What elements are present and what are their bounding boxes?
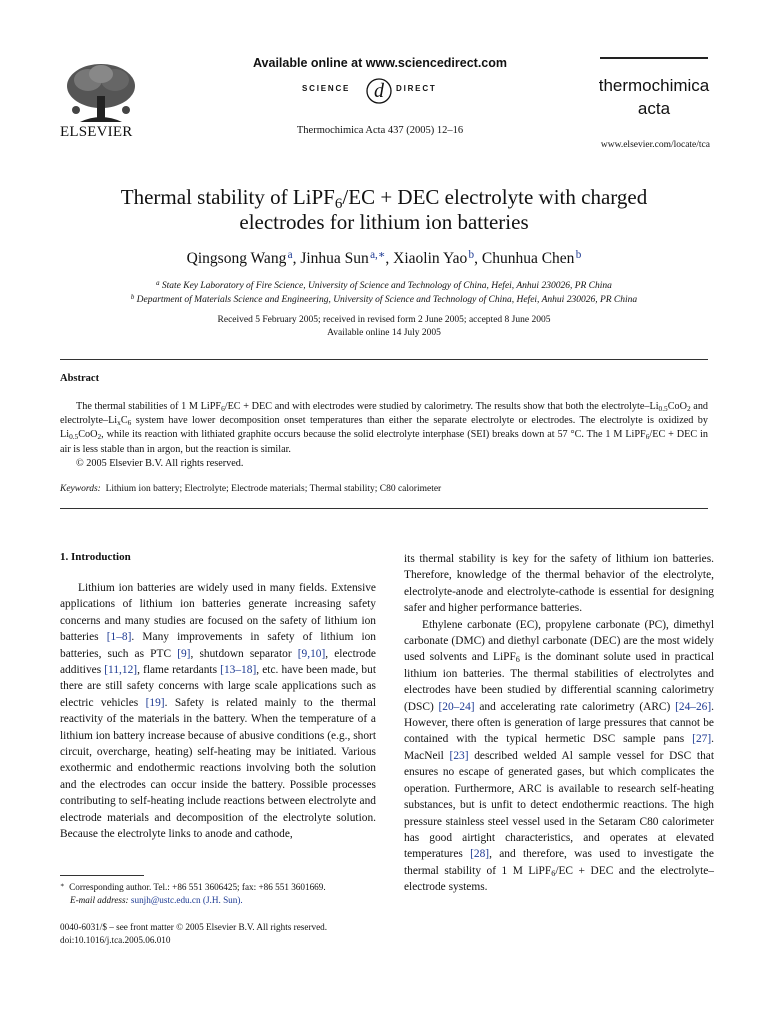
body-column-right — [404, 551, 714, 896]
paragraph: Lithium ion batteries are widely used in many fields. Extensive applications of lithium ion batteries generate increasing safety concerns and many studies are focused on the safety of lithium ion batteries [1–8]. Many improvements in safety of lithium ion batteries, such as PTC [9], shutdown separator [9,10], electrode additives [11,12], flame retardants [13–18], etc. have been made, but there are still safety concerns with large scale applications such as electric vehicles [19]. Safety is related mainly to the thermal reactivity of the materials in the battery. When the temperature of a lithium ion battery increase because of abusive conditions (e.g., short circuit, overcharge, heating) self-heating may be initiated. Various exothermic and endothermic reactions involving both the solution and the electrodes can occur inside the battery. Possible processes contributing to self-heating include reactions between electrolyte and electrode materials and decomposition of the electrolyte solution. Because the electrolyte links to anode and cathode, — [60, 582, 377, 841]
citation-link[interactable]: [13–18] — [220, 664, 257, 677]
author-affiliation-link[interactable]: b — [575, 248, 582, 261]
doi-line[interactable]: doi:10.1016/j.tca.2005.06.010 — [60, 935, 171, 945]
keywords-label: Keywords: — [60, 484, 101, 494]
online-date: Available online 14 July 2005 — [327, 328, 441, 338]
received-dates: Received 5 February 2005; received in revised form 2 June 2005; accepted 8 June 2005 — [217, 315, 551, 325]
keywords-list: Lithium ion battery; Electrolyte; Electrode materials; Thermal stability; C80 calorimeter — [105, 484, 442, 494]
sd-science-word: SCIENCE — [302, 84, 351, 93]
author-affiliation-link[interactable]: a — [287, 248, 293, 261]
journal-name — [596, 74, 712, 120]
issn-line: 0040-6031/$ – see front matter © 2005 Elsevier B.V. All rights reserved. — [60, 922, 328, 932]
paragraph: its thermal stability is key for the safety of lithium ion batteries. Therefore, knowledge of the thermal behavior of the electrolyte, electrolyte-anode and electrolyte-cathode is essential for designing safer and higher performance batteries. — [404, 553, 714, 615]
journal-rule — [600, 57, 708, 59]
author-name: Qingsong Wang — [186, 250, 287, 267]
author-affiliation-link[interactable]: b — [468, 248, 475, 261]
author-name: Xiaolin Yao — [393, 250, 468, 267]
citation-link[interactable]: [20–24] — [438, 700, 475, 713]
author-list: Qingsong Wang $^a$, Jinhua Sun $^{a,∗}$, Xiaolin Yao $^b$, Chunhua Chen $^b$ — [186, 248, 582, 267]
corresponding-author-footnote: ∗ Corresponding author. Tel.: +86 551 3606425; fax: +86 551 3601669. E-mail address: sunjh@ustc.edu.cn (J.H. Sun). — [60, 882, 326, 905]
divider — [60, 359, 708, 360]
author-name: Chunhua Chen — [481, 250, 575, 267]
publisher-name: ELSEVIER — [60, 124, 133, 140]
author-affiliation-link[interactable]: a,∗ — [370, 248, 386, 261]
author-name: Jinhua Sun — [300, 250, 369, 267]
paragraph: Ethylene carbonate (EC), propylene carbonate (PC), dimethyl carbonate (DMC) and diethyl carbonate (DEC) are the most widely used solvents and LiPF$_6$ is the dominant solute used in practical lithium ion batteries. The thermal stabilities of electrolytes and electrodes have been studied by differential scanning calorimetry (DSC) [20–24] and accelerating rate calorimetry (ARC) [24–26]. However, there often is generation of large pressures that cannot be contained with the typical hermetic DSC sample pans [27]. MacNeil [23] described welded Al sample vessel for DSC that ensures no escape of generated gases, but which complicates the operation. Furthermore, ARC is available to research self-heating substances, but is unfit to detect endothermic reactions. The high pressure stainless steel vessel used in the Setaram C80 calorimeter has good airtight characteristics, and operates at elevated temperatures [28], and therefore, was used to investigate the thermal stability of 1 M LiPF$_6$/EC + DEC and the electrolyte–electrode systems. — [404, 618, 715, 894]
abstract-heading: Abstract — [60, 373, 100, 384]
sd-direct-word: DIRECT — [396, 84, 437, 93]
abstract-copyright: © 2005 Elsevier B.V. All rights reserved. — [76, 457, 244, 469]
elsevier-tree-logo — [60, 60, 142, 126]
affiliation-b: $^b$ Department of Materials Science and Engineering, University of Science and Technology of China, Hefei, Anhui 230026, PR China — [130, 293, 638, 305]
email-link[interactable]: sunjh@ustc.edu.cn (J.H. Sun). — [130, 895, 243, 905]
journal-url-link[interactable]: www.elsevier.com/locate/tca — [600, 140, 710, 150]
citation-link[interactable]: [23] — [449, 749, 469, 762]
citation-link[interactable]: [1–8] — [106, 631, 132, 644]
abstract-text: The thermal stabilities of 1 M LiPF$_6$/EC + DEC and with electrodes were studied by calorimetry. The results show that both the electrolyte–$Li_{0.5}CoO_2$ and electrolyte–$Li_xC_6$ system have lower decomposition onset temperatures than either the separate electrolyte or electrodes. The electrolyte is oxidized by $Li_{0.5}CoO_2$, while its reaction with lithiated graphite occurs because the solid electrolyte interphase (SEI) breaks down at 57 °C. The 1 M LiPF$_6$/EC + DEC in air is less stable than in argon, but the reaction is similar. © 2005 Elsevier B.V. All rights reserved. — [60, 400, 708, 471]
citation-link[interactable]: [11,12] — [104, 664, 138, 677]
sd-d-icon — [364, 76, 394, 106]
journal-citation: Thermochimica Acta 437 (2005) 12–16 — [296, 125, 464, 136]
footnote-rule — [60, 875, 144, 876]
affiliations — [60, 279, 708, 307]
divider — [60, 508, 708, 509]
citation-link[interactable]: [19] — [145, 696, 165, 709]
body-column-left — [60, 580, 376, 843]
affiliation-a: $^a$ State Key Laboratory of Fire Science, University of Science and Technology of China, Hefei, Anhui 230026, PR China — [156, 279, 612, 291]
article-title: Thermal stability of LiPF$_6$/EC + DEC electrolyte with charged electrodes for lithium ion batteries — [120, 185, 648, 234]
article-dates — [60, 314, 708, 340]
keywords — [60, 484, 708, 494]
citation-link[interactable]: [9,10] — [297, 647, 326, 660]
available-online-text: Available online at www.sciencedirect.com — [252, 56, 508, 70]
page-footer — [60, 921, 376, 947]
journal-name-line2: acta — [637, 99, 671, 118]
citation-link[interactable]: [27] — [692, 733, 712, 746]
section-heading-introduction: 1. Introduction — [60, 551, 131, 563]
citation-link[interactable]: [9] — [177, 647, 191, 660]
sd-d-letter: d — [374, 80, 384, 102]
citation-link[interactable]: [24–26] — [675, 700, 712, 713]
citation-link[interactable]: [28] — [470, 848, 490, 861]
sciencedirect-logo — [300, 76, 460, 106]
journal-name-line1: thermochimica — [598, 76, 710, 95]
